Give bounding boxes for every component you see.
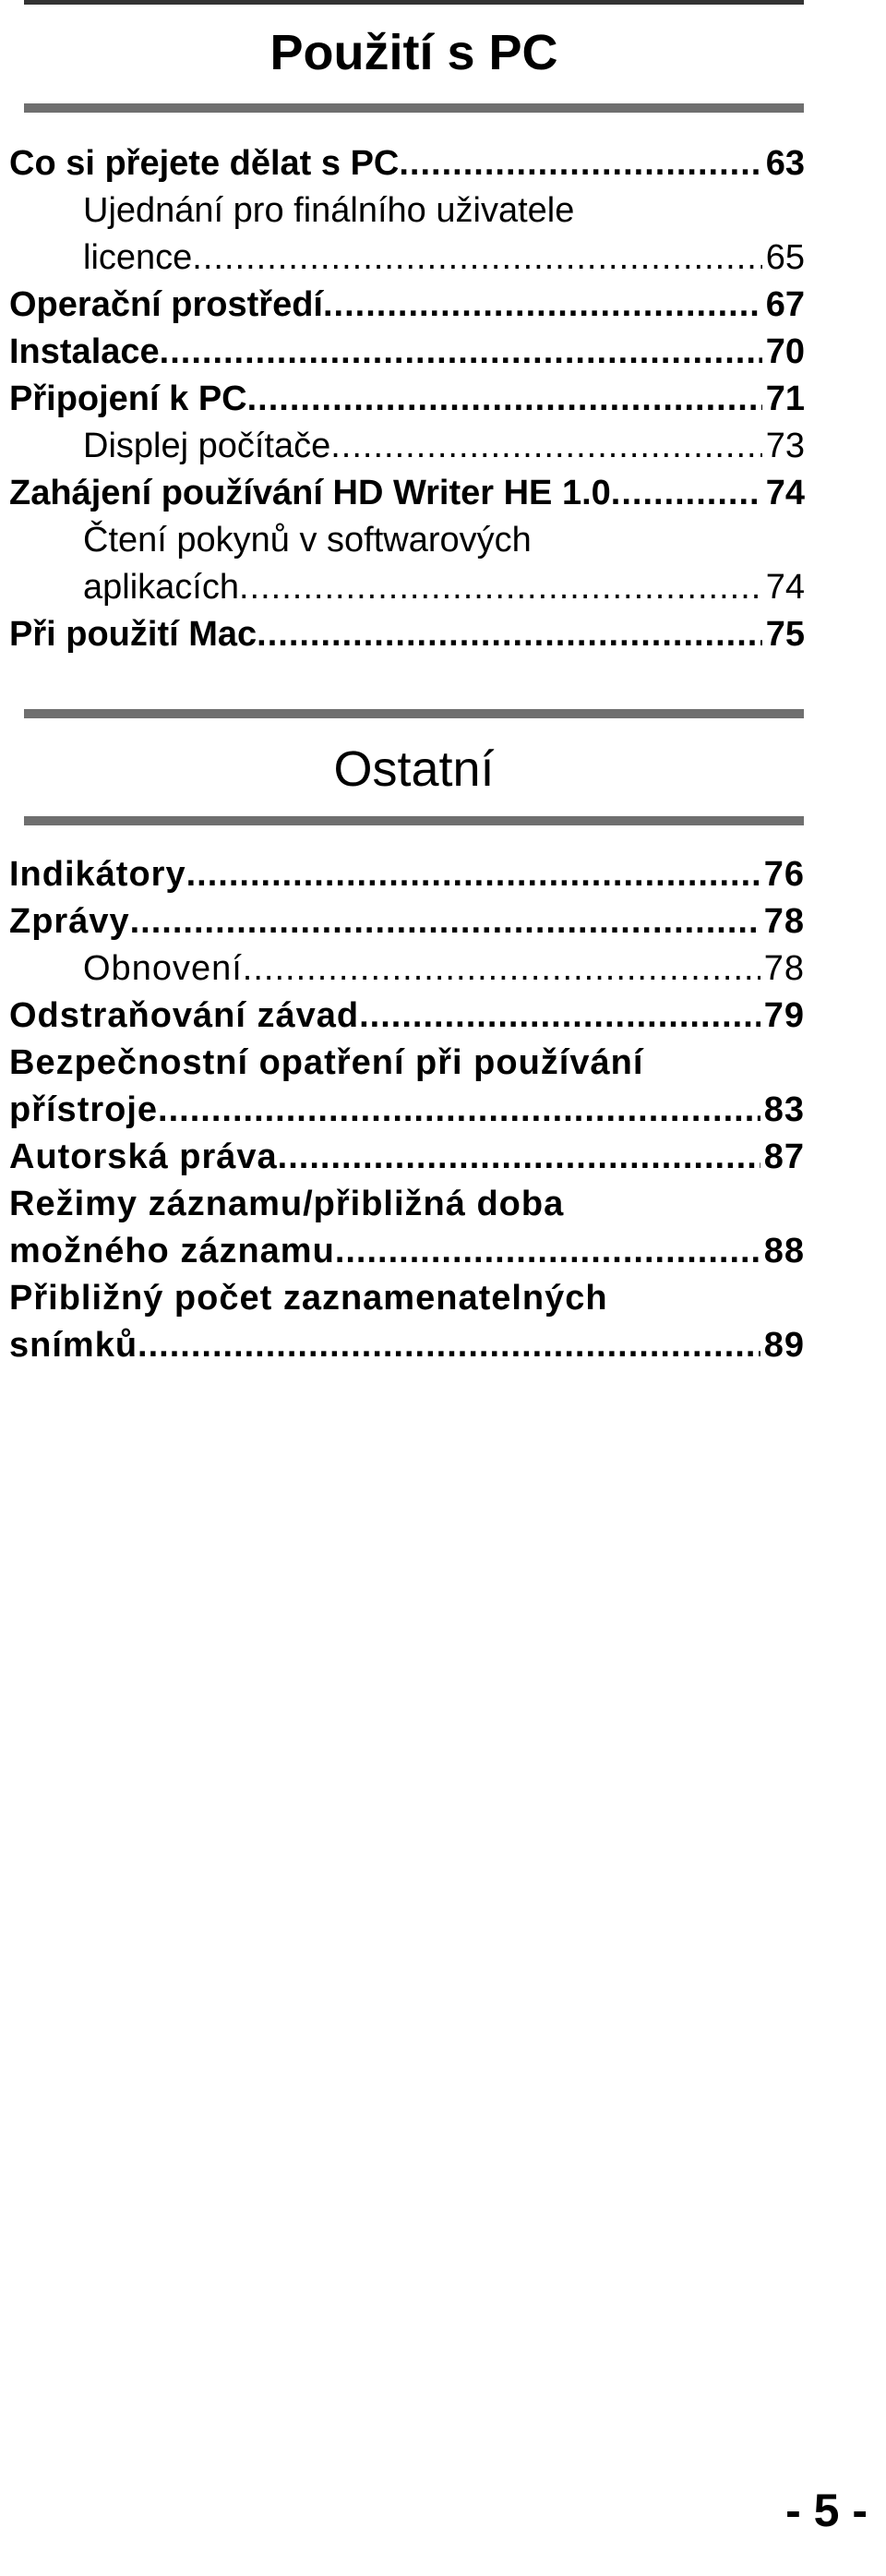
toc-entry[interactable] [9, 1181, 805, 1275]
toc-page: 74 [765, 568, 805, 607]
toc-entry[interactable] [9, 898, 805, 945]
toc-page: 73 [765, 427, 805, 465]
toc-entry[interactable] [9, 993, 805, 1040]
toc-label: Odstraňování závad [9, 996, 360, 1035]
toc-page: 89 [763, 1326, 805, 1365]
toc-label: snímků [9, 1326, 138, 1365]
toc-other [9, 851, 805, 1369]
toc-entry[interactable] [9, 329, 805, 376]
toc-label: Co si přejete dělat s PC [9, 144, 400, 183]
toc-pc [9, 140, 805, 658]
toc-page: 78 [763, 902, 805, 941]
toc-label: Přibližný počet zaznamenatelných [9, 1279, 608, 1318]
toc-page: 78 [763, 949, 805, 988]
section-rule-top [24, 709, 804, 718]
section-rule-bottom [24, 816, 804, 825]
toc-entry[interactable] [9, 945, 805, 993]
toc-label: Bezpečnostní opatření při používání [9, 1043, 644, 1082]
toc-label: Autorská práva [9, 1138, 278, 1176]
section-rule-bottom [24, 103, 804, 113]
toc-label: Režimy záznamu/přibližná doba [9, 1185, 565, 1223]
section-title-pc: Použití s PC [269, 25, 558, 80]
toc-label: aplikacích [83, 568, 239, 607]
toc-entry[interactable] [9, 187, 805, 282]
toc-page: 67 [765, 285, 805, 324]
toc-page: 79 [763, 996, 805, 1035]
section-rule-top [24, 0, 804, 5]
toc-page: 74 [765, 474, 805, 512]
toc-label: Obnovení [83, 949, 243, 988]
toc-label: Ujednání pro finálního uživatele [83, 191, 575, 230]
toc-entry[interactable] [9, 470, 805, 517]
toc-label: Zprávy [9, 902, 130, 941]
toc-label: Připojení k PC [9, 379, 247, 418]
toc-page: 83 [763, 1090, 805, 1129]
toc-page: 71 [765, 379, 805, 418]
toc-label: Displej počítače [83, 427, 331, 465]
toc-label: licence [83, 238, 193, 277]
toc-label: Instalace [9, 332, 160, 371]
toc-entry[interactable] [9, 1134, 805, 1181]
toc-entry[interactable] [9, 517, 805, 611]
toc-label: Indikátory [9, 855, 186, 894]
toc-label: Operační prostředí [9, 285, 323, 324]
toc-entry[interactable] [9, 1275, 805, 1369]
toc-entry[interactable] [9, 611, 805, 658]
page-number: - 5 - [785, 2485, 868, 2536]
toc-entry[interactable] [9, 376, 805, 423]
toc-label: přístroje [9, 1090, 159, 1129]
toc-entry[interactable] [9, 851, 805, 898]
toc-entry[interactable] [9, 282, 805, 329]
toc-entry[interactable] [9, 1040, 805, 1134]
toc-page: 65 [765, 238, 805, 277]
toc-label: možného záznamu [9, 1232, 335, 1270]
toc-entry[interactable] [9, 140, 805, 187]
toc-label: Zahájení používání HD Writer HE 1.0 [9, 474, 611, 512]
toc-label: Při použití Mac [9, 615, 257, 654]
toc-label: Čtení pokynů v softwarových [83, 521, 532, 560]
toc-page: 76 [763, 855, 805, 894]
toc-page: 88 [763, 1232, 805, 1270]
toc-entry[interactable] [9, 423, 805, 470]
toc-page: 75 [765, 615, 805, 654]
toc-page: 70 [765, 332, 805, 371]
toc-page: 63 [765, 144, 805, 183]
toc-page: 87 [763, 1138, 805, 1176]
section-title-other: Ostatní [333, 741, 495, 797]
